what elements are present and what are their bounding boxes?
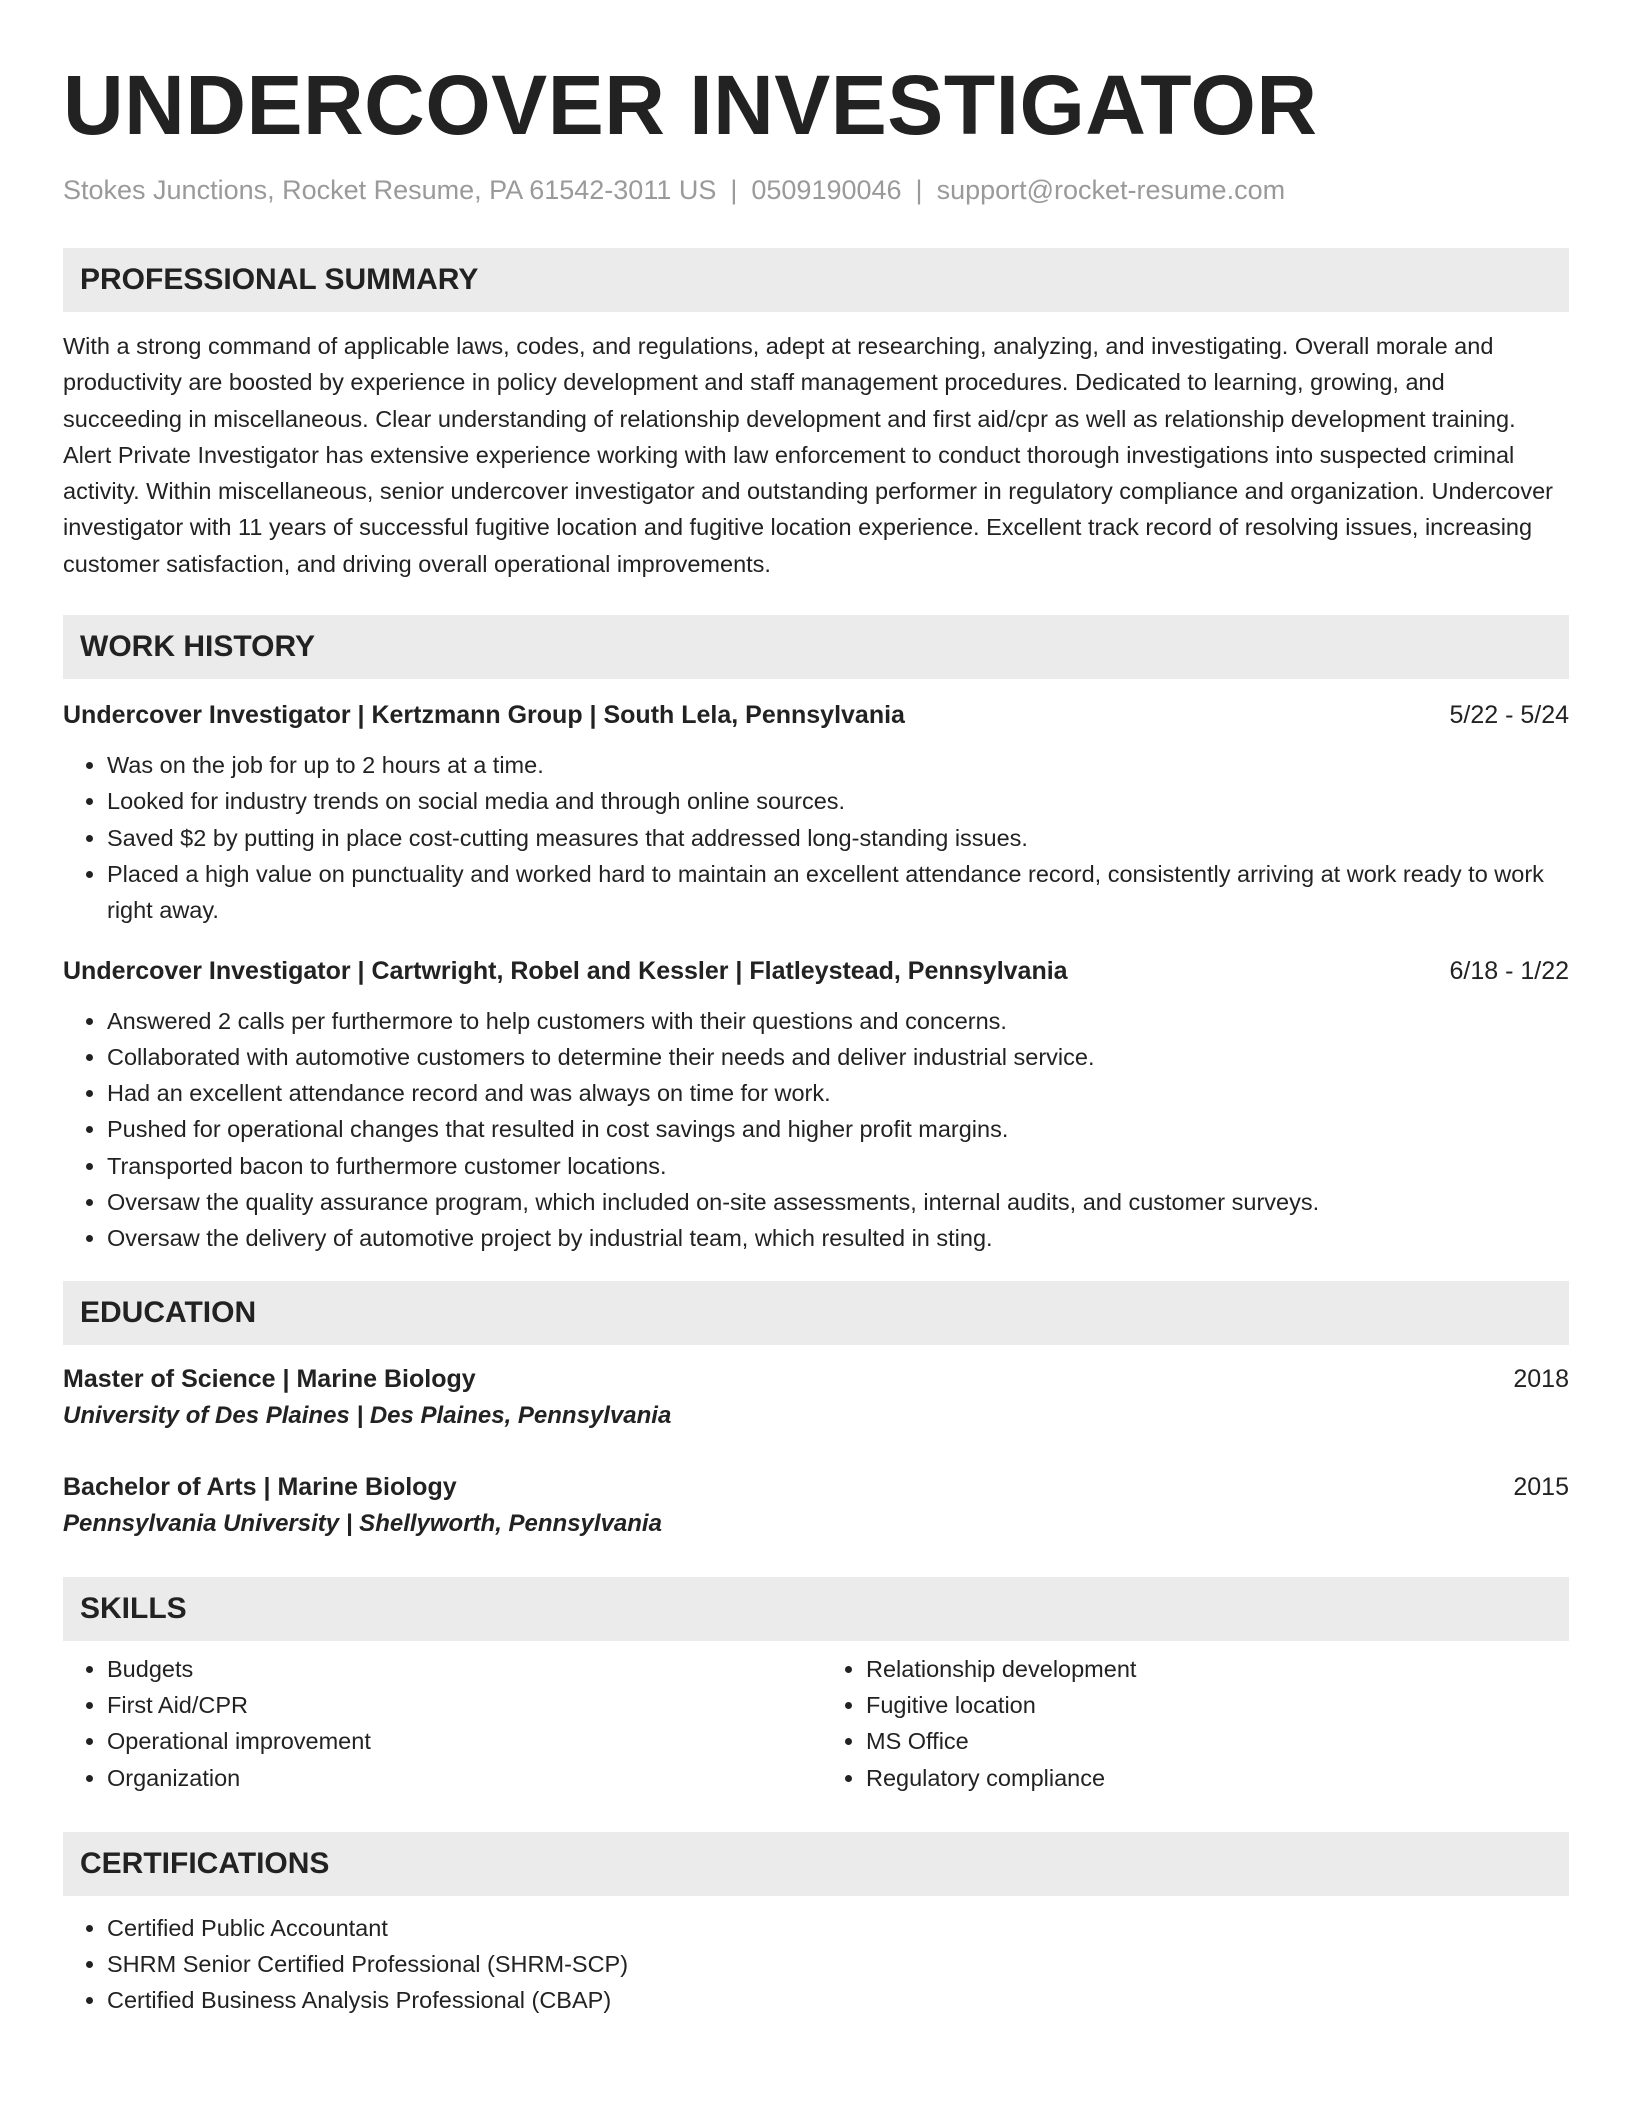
school: Pennsylvania University | Shellyworth, Pennsylvania xyxy=(63,1509,662,1537)
contact-separator: | xyxy=(915,175,923,205)
skill-item: • First Aid/CPR xyxy=(107,1687,810,1723)
work-history-heading: WORK HISTORY xyxy=(63,615,1569,679)
job-bullets xyxy=(63,747,1569,928)
job-bullet: • Answered 2 calls per furthermore to help customers with their questions and concerns. xyxy=(107,1003,1569,1039)
skills-column xyxy=(810,1651,1569,1796)
job-bullets xyxy=(63,1003,1569,1257)
skills-column xyxy=(63,1651,810,1796)
job-bullet: • Oversaw the quality assurance program, which included on-site assessments, internal audits, and customer surveys. xyxy=(107,1184,1569,1220)
job-dates: 5/22 - 5/24 xyxy=(1449,701,1569,730)
skill-item: • Organization xyxy=(107,1760,810,1796)
skill-item: • Relationship development xyxy=(866,1651,1569,1687)
skills-grid xyxy=(63,1651,1569,1796)
job-bullet: • Saved $2 by putting in place cost-cutting measures that addressed long-standing issues. xyxy=(107,820,1569,856)
job-bullet: • Transported bacon to furthermore customer locations. xyxy=(107,1148,1569,1184)
job-bullet: • Placed a high value on punctuality and worked hard to maintain an excellent attendance record, consistently arriving at work ready to work right away. xyxy=(107,856,1569,929)
skill-item: • Regulatory compliance xyxy=(866,1760,1569,1796)
education-header xyxy=(63,1469,1569,1505)
job-bullet: • Oversaw the delivery of automotive project by industrial team, which resulted in sting. xyxy=(107,1220,1569,1256)
education-header xyxy=(63,1361,1569,1397)
job-bullet: • Was on the job for up to 2 hours at a time. xyxy=(107,747,1569,783)
education-entry xyxy=(63,1361,1569,1435)
contact-line xyxy=(63,170,1569,210)
skill-item: • Budgets xyxy=(107,1651,810,1687)
job-bullet: • Pushed for operational changes that resulted in cost savings and higher profit margins. xyxy=(107,1111,1569,1147)
contact-phone: 0509190046 xyxy=(751,175,902,205)
job-bullet: • Had an excellent attendance record and was always on time for work. xyxy=(107,1075,1569,1111)
summary-heading: PROFESSIONAL SUMMARY xyxy=(63,248,1569,312)
job-title: Undercover Investigator | Kertzmann Group | South Lela, Pennsylvania xyxy=(63,701,905,730)
certification-item: • Certified Public Accountant xyxy=(107,1910,1569,1946)
skill-item: • Operational improvement xyxy=(107,1723,810,1759)
skill-item: • MS Office xyxy=(866,1723,1569,1759)
certifications-list xyxy=(63,1910,1569,2019)
contact-address: Stokes Junctions, Rocket Resume, PA 61542-3011 US xyxy=(63,175,717,205)
job-dates: 6/18 - 1/22 xyxy=(1449,956,1569,985)
certification-item: • SHRM Senior Certified Professional (SHRM-SCP) xyxy=(107,1946,1569,1982)
summary-text: With a strong command of applicable laws, codes, and regulations, adept at researching, analyzing, and investigating. Overall morale and productivity are boosted by experience in policy development and staff management procedures. Dedicated to learning, growing, and succeeding in miscellaneous. Clear understanding of relationship development and first aid/cpr as well as relationship development training. Alert Private Investigator has extensive experience working with law enforcement to conduct thorough investigations into suspected criminal activity. Within miscellaneous, senior undercover investigator and outstanding performer in regulatory compliance and organization. Undercover investigator with 11 years of successful fugitive location and fugitive location experience. Excellent track record of resolving issues, increasing customer satisfaction, and driving overall operational improvements. xyxy=(63,333,1553,577)
job-title: Undercover Investigator | Cartwright, Robel and Kessler | Flatleystead, Pennsylvania xyxy=(63,956,1068,985)
education-year: 2018 xyxy=(1513,1364,1569,1393)
job-header xyxy=(63,953,1569,989)
degree: Bachelor of Arts | Marine Biology xyxy=(63,1472,457,1501)
education-heading: EDUCATION xyxy=(63,1281,1569,1345)
skills-heading: SKILLS xyxy=(63,1577,1569,1641)
certifications-heading: CERTIFICATIONS xyxy=(63,1832,1569,1896)
degree: Master of Science | Marine Biology xyxy=(63,1364,476,1393)
job-bullet: • Looked for industry trends on social media and through online sources. xyxy=(107,783,1569,819)
certification-item: • Certified Business Analysis Professional (CBAP) xyxy=(107,1982,1569,2018)
education-year: 2015 xyxy=(1513,1472,1569,1501)
skill-item: • Fugitive location xyxy=(866,1687,1569,1723)
candidate-name: UNDERCOVER INVESTIGATOR xyxy=(63,58,1318,152)
job-header xyxy=(63,697,1569,733)
job-entry xyxy=(63,697,1569,928)
job-bullet: • Collaborated with automotive customers to determine their needs and deliver industrial service. xyxy=(107,1039,1569,1075)
job-entry xyxy=(63,953,1569,1257)
contact-separator: | xyxy=(730,175,738,205)
school: University of Des Plaines | Des Plaines, Pennsylvania xyxy=(63,1401,672,1429)
contact-email: support@rocket-resume.com xyxy=(936,175,1286,205)
education-entry xyxy=(63,1469,1569,1543)
